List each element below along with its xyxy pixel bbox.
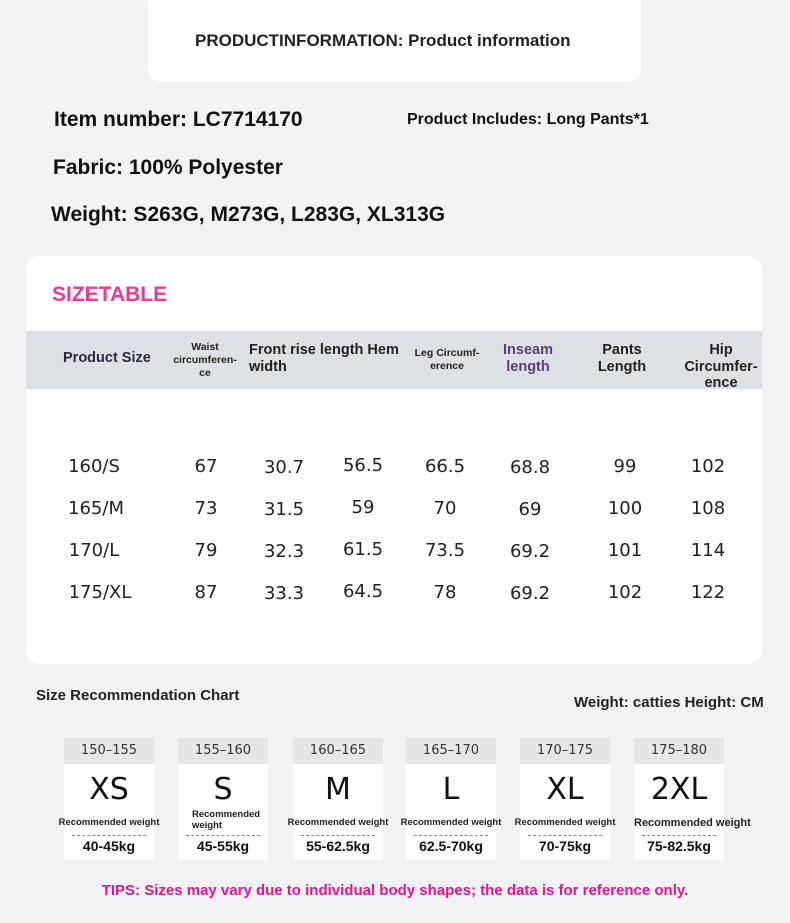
- size-letter: XS: [89, 772, 129, 807]
- dashed-divider: [72, 835, 146, 836]
- cell-hip: 122: [690, 582, 726, 603]
- cell-front-rise: 30.7: [263, 457, 305, 478]
- fabric: Fabric: 100% Polyester: [53, 156, 283, 179]
- cell-pants: 101: [607, 540, 643, 561]
- cell-size: 160/S: [68, 456, 120, 477]
- header-leg: Leg Circumf-erence: [414, 347, 480, 372]
- tips-note: TIPS: Sizes may vary due to individual body shapes; the data is for reference only.: [101, 882, 689, 899]
- cell-hip: 114: [690, 540, 726, 561]
- size-rec-card: [58, 738, 160, 860]
- height-range: 155–160: [178, 738, 268, 764]
- header-front-rise-hem: Front rise length Hem width: [249, 342, 399, 375]
- dashed-divider: [414, 835, 488, 836]
- cell-hem-width: 61.5: [342, 539, 384, 560]
- cell-size: 175/XL: [68, 582, 132, 603]
- weight-range: 40-45kg: [82, 838, 136, 854]
- cell-waist: 73: [194, 498, 218, 519]
- cell-hem-width: 56.5: [342, 455, 384, 476]
- height-range: 175–180: [634, 738, 724, 764]
- header-inseam: Inseam length: [503, 342, 553, 375]
- product-includes: Product Includes: Long Pants*1: [407, 111, 649, 128]
- size-letter: L: [442, 772, 460, 807]
- recommended-weight-label: Recommended weight: [400, 817, 502, 828]
- cell-leg: 70: [433, 498, 457, 519]
- size-rec-card: [514, 738, 616, 860]
- cell-size: 165/M: [68, 498, 124, 519]
- header-pants: Pants Length: [597, 342, 647, 375]
- height-range: 170–175: [520, 738, 610, 764]
- size-letter: 2XL: [650, 772, 708, 807]
- size-table-card: [26, 256, 762, 664]
- weight-range: 62.5-70kg: [419, 838, 483, 854]
- item-number: Item number: LC7714170: [54, 108, 303, 131]
- height-range: 160–165: [293, 738, 383, 764]
- recommended-weight-label: Recommended weight: [287, 817, 389, 828]
- size-letter: M: [325, 772, 351, 807]
- cell-hem-width: 64.5: [342, 581, 384, 602]
- cell-waist: 79: [194, 540, 218, 561]
- height-range: 150–155: [64, 738, 154, 764]
- recommended-weight-label: Recommended weight: [58, 817, 160, 828]
- size-letter: XL: [546, 772, 584, 807]
- dashed-divider: [186, 835, 260, 836]
- cell-waist: 67: [194, 456, 218, 477]
- cell-leg: 78: [433, 582, 457, 603]
- cell-pants: 99: [613, 456, 637, 477]
- size-rec-card: [287, 738, 389, 860]
- weight-range: 45-55kg: [196, 838, 250, 854]
- cell-inseam: 69: [518, 499, 542, 520]
- size-rec-card: [634, 738, 751, 860]
- cell-inseam: 69.2: [509, 583, 551, 604]
- cell-front-rise: 31.5: [263, 499, 305, 520]
- cell-hip: 108: [690, 498, 726, 519]
- cell-leg: 66.5: [424, 456, 466, 477]
- product-info-card: [148, 0, 641, 82]
- weight-range: 75-82.5kg: [647, 838, 711, 854]
- dashed-divider: [301, 835, 375, 836]
- weight-info: Weight: S263G, M273G, L283G, XL313G: [51, 203, 446, 226]
- recommended-weight-label: Recommended weight: [634, 817, 751, 829]
- header-waist: Waist circumferen-ce: [173, 341, 237, 379]
- cell-front-rise: 33.3: [263, 583, 305, 604]
- product-info-heading: PRODUCTINFORMATION: Product information: [195, 31, 571, 50]
- cell-front-rise: 32.3: [263, 541, 305, 562]
- size-rec-card: [400, 738, 502, 860]
- cell-waist: 87: [194, 582, 218, 603]
- cell-hem-width: 59: [351, 497, 375, 518]
- size-letter: S: [213, 772, 233, 807]
- header-hip: Hip Circumfer-ence: [684, 342, 758, 392]
- dashed-divider: [642, 835, 716, 836]
- size-table-title: SIZETABLE: [52, 283, 168, 306]
- cell-pants: 100: [607, 498, 643, 519]
- recommendation-title: Size Recommendation Chart: [36, 687, 240, 704]
- cell-size: 170/L: [68, 540, 120, 561]
- cell-inseam: 68.8: [509, 457, 551, 478]
- dashed-divider: [528, 835, 602, 836]
- header-product-size: Product Size: [63, 350, 151, 366]
- size-rec-card: [178, 738, 268, 860]
- cell-hip: 102: [690, 456, 726, 477]
- recommended-weight-label: Recommended weight: [514, 817, 616, 828]
- recommended-weight-label: Recommended weight: [192, 809, 261, 831]
- cell-leg: 73.5: [424, 540, 466, 561]
- weight-range: 55-62.5kg: [306, 838, 370, 854]
- height-range: 165–170: [406, 738, 496, 764]
- weight-range: 70-75kg: [538, 838, 592, 854]
- cell-pants: 102: [607, 582, 643, 603]
- cell-inseam: 69.2: [509, 541, 551, 562]
- recommendation-units: Weight: catties Height: CM: [574, 694, 764, 711]
